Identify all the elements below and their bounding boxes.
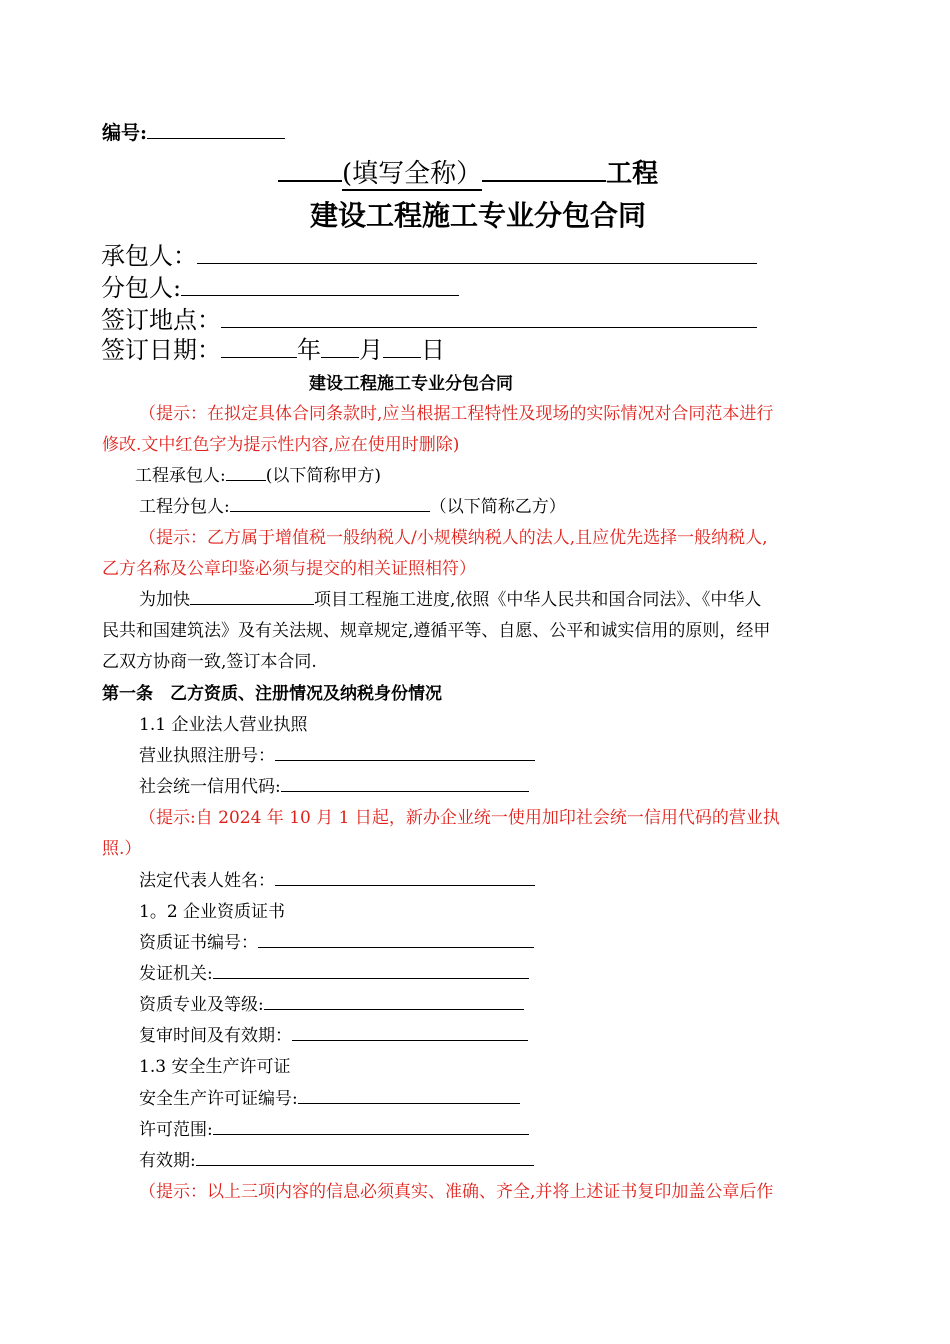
issuer-field[interactable] bbox=[213, 961, 529, 979]
subcontractor-label: 分包人: bbox=[101, 274, 182, 302]
legal-rep-field[interactable] bbox=[275, 868, 535, 886]
month-field[interactable] bbox=[321, 333, 359, 358]
scope-row bbox=[139, 1115, 529, 1140]
major-row bbox=[139, 990, 524, 1015]
para1-start: 为加快 bbox=[139, 590, 190, 610]
safety-no-row bbox=[139, 1084, 520, 1109]
page-title: 建设工程施工专业分包合同 bbox=[310, 199, 647, 232]
party-b-label: 工程分包人: bbox=[139, 497, 230, 517]
subcontractor-row bbox=[101, 268, 459, 303]
contractor-field[interactable] bbox=[197, 239, 757, 264]
scope-field[interactable] bbox=[213, 1117, 529, 1135]
hint-2-line-2: 乙方名称及公章印鉴必须与提交的相关证照相符） bbox=[102, 559, 476, 579]
project-name-field[interactable] bbox=[190, 587, 314, 605]
cert-no-field[interactable] bbox=[258, 930, 534, 948]
credit-code-label: 社会统一信用代码: bbox=[139, 777, 281, 797]
section-1-3: 1.3 安全生产许可证 bbox=[139, 1057, 291, 1077]
major-label: 资质专业及等级: bbox=[139, 995, 264, 1015]
para1-rest: 项目工程施工进度,依照《中华人民共和国合同法》、《中华人 bbox=[314, 590, 762, 610]
license-no-row bbox=[139, 741, 535, 766]
contractor-label: 承包人： bbox=[101, 242, 197, 270]
hint-3-line-2: 照.） bbox=[102, 839, 142, 859]
section-1-2: 1。2 企业资质证书 bbox=[139, 902, 286, 922]
section-1-1: 1.1 企业法人营业执照 bbox=[139, 715, 308, 735]
place-label: 签订地点： bbox=[101, 306, 221, 334]
valid-label: 有效期: bbox=[139, 1151, 196, 1171]
party-b-row bbox=[139, 492, 566, 517]
hint-3-line-1: （提示:自 2024 年 10 月 1 日起，新办企业统一使用加印社会统一信用代码的营业执 bbox=[139, 808, 780, 828]
year-field[interactable] bbox=[221, 333, 297, 358]
contract-number bbox=[102, 118, 285, 145]
subcontractor-field[interactable] bbox=[181, 271, 459, 296]
hint-1-line-2: 修改.文中红色字为提示性内容,应在使用时删除) bbox=[102, 435, 460, 455]
month-label: 月 bbox=[359, 336, 383, 364]
review-field[interactable] bbox=[292, 1023, 528, 1041]
party-a-row bbox=[135, 461, 381, 486]
number-blank[interactable] bbox=[147, 119, 285, 139]
credit-code-field[interactable] bbox=[281, 774, 529, 792]
date-label: 签订日期： bbox=[101, 336, 221, 364]
paragraph-1-line-3: 乙双方协商一致,签订本合同. bbox=[102, 652, 317, 672]
day-label: 日 bbox=[421, 336, 445, 364]
valid-field[interactable] bbox=[196, 1148, 534, 1166]
party-a-suffix: (以下简称甲方) bbox=[265, 466, 381, 486]
scope-label: 许可范围: bbox=[139, 1120, 213, 1140]
legal-rep-label: 法定代表人姓名： bbox=[139, 871, 275, 891]
project-title-line bbox=[278, 153, 658, 190]
article-1-heading: 第一条 乙方资质、注册情况及纳税身份情况 bbox=[102, 684, 442, 704]
party-a-label: 工程承包人: bbox=[135, 466, 226, 486]
hint-2-line-1: （提示：乙方属于增值税一般纳税人/小规模纳税人的法人,且应优先选择一般纳税人, bbox=[139, 528, 768, 548]
contractor-row bbox=[101, 236, 757, 271]
legal-rep-row bbox=[139, 866, 535, 891]
place-field[interactable] bbox=[221, 303, 757, 328]
valid-row bbox=[139, 1146, 534, 1171]
year-label: 年 bbox=[297, 336, 321, 364]
title-blank-right[interactable] bbox=[482, 154, 606, 182]
major-field[interactable] bbox=[264, 992, 524, 1010]
license-no-field[interactable] bbox=[275, 743, 535, 761]
safety-no-label: 安全生产许可证编号: bbox=[139, 1089, 298, 1109]
issuer-label: 发证机关: bbox=[139, 964, 213, 984]
party-a-field[interactable] bbox=[226, 463, 266, 481]
number-label: 编号: bbox=[102, 122, 148, 144]
review-row bbox=[139, 1021, 528, 1046]
paragraph-1-line-1 bbox=[139, 585, 761, 610]
title-blank-left[interactable] bbox=[278, 154, 342, 182]
title-placeholder: (填写全称） bbox=[342, 159, 483, 189]
party-b-field[interactable] bbox=[230, 494, 430, 512]
issuer-row bbox=[139, 959, 529, 984]
review-label: 复审时间及有效期： bbox=[139, 1026, 292, 1046]
party-b-suffix: （以下简称乙方） bbox=[429, 497, 566, 517]
credit-code-row bbox=[139, 772, 529, 797]
cert-no-row bbox=[139, 928, 534, 953]
cert-no-label: 资质证书编号： bbox=[139, 933, 258, 953]
safety-no-field[interactable] bbox=[298, 1086, 520, 1104]
body-title: 建设工程施工专业分包合同 bbox=[309, 374, 513, 394]
license-no-label: 营业执照注册号： bbox=[139, 746, 275, 766]
date-row bbox=[101, 330, 445, 365]
hint-4-line-1: （提示：以上三项内容的信息必须真实、准确、齐全,并将上述证书复印加盖公章后作 bbox=[139, 1182, 774, 1202]
day-field[interactable] bbox=[383, 333, 421, 358]
paragraph-1-line-2: 民共和国建筑法》及有关法规、规章规定,遵循平等、自愿、公平和诚实信用的原则，经甲 bbox=[102, 621, 771, 641]
hint-1-line-1: （提示：在拟定具体合同条款时,应当根据工程特性及现场的实际情况对合同范本进行 bbox=[139, 404, 774, 424]
title-suffix: 工程 bbox=[606, 159, 659, 189]
